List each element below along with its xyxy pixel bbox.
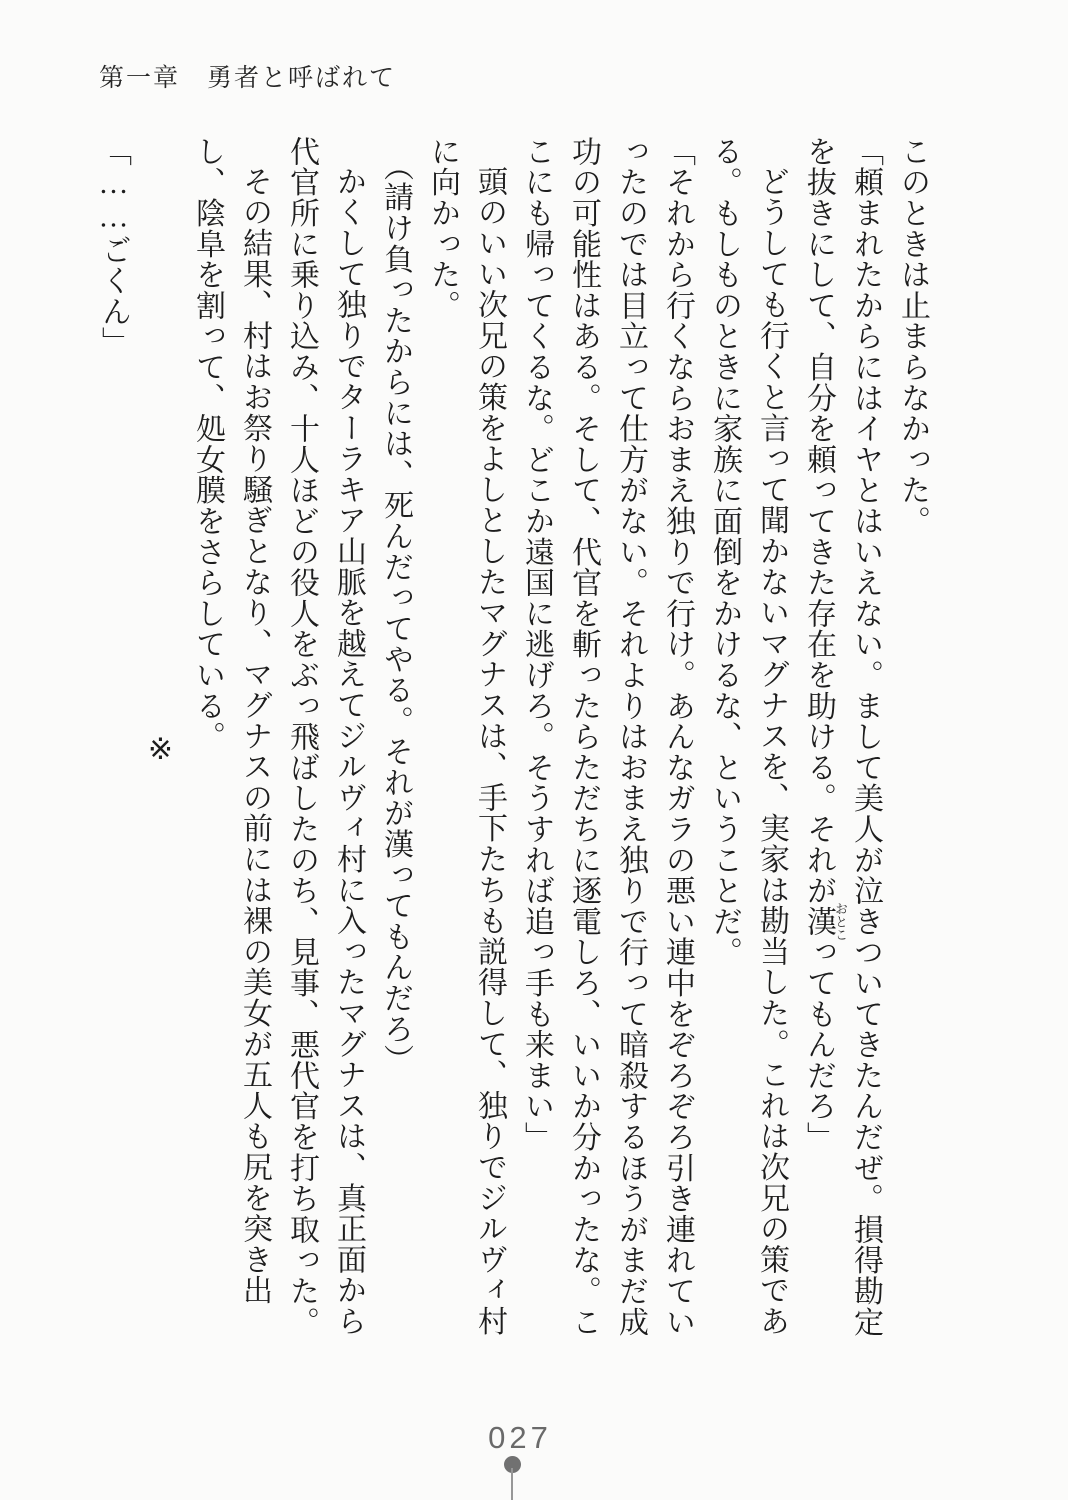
ruby-base: 漢 [802,901,835,941]
body-text [90,136,936,1364]
page-number: 027 [488,1420,552,1455]
paragraph: どうしても行くと言って聞かないマグナスを、実家は勘当した。これは次兄の策である。もしものときに家族に面倒をかけるな、ということだ。 [708,136,788,1337]
scene-break-mark: ※ [144,732,177,768]
paragraph: かくして独りでターラキア山脈を越えてジルヴィ村に入ったマグナスは、真正面から代官所に乗り込み、十人ほどの役人をぶっ飛ばしたのち、見事、悪代官を打ち取った。 [285,136,365,1338]
dialogue-text-before-ruby: 「頼まれたからにはイヤとはいえない。まして美人が泣きついてきたんだぜ。損得勘定を抜きにして、自分を頼ってきた存在を助ける。それが [802,136,882,1338]
paragraph-dialogue [795,136,889,1364]
paragraph-dialogue: 「それから行くならおまえ独りで行け。あんなガラの悪い連中をぞろぞろ引き連れていったのでは目立って仕方がない。それよりはおまえ独りで行って暗殺するほうがまだ成功の可能性はある。そして、代官を斬ったらただちに逐電しろ、いいか分かったな。ここにも帰ってくるな。どこか遠国に逃げろ。そうすれば追っ手も来まい」 [520,136,694,1338]
paragraph: その結果、村はお祭り騒ぎとなり、マグナスの前には裸の美女が五人も尻を突き出し、陰阜を割って、処女膜をさらしている。 [191,136,271,1306]
footer-line-ornament [511,1468,513,1500]
ruby-otoko [802,901,848,941]
chapter-header: 第一章 勇者と呼ばれて [99,65,397,92]
dialogue-text-after-ruby: ってもんだろ」 [802,936,835,1153]
paragraph-thought: （請け負ったからには、死んだってやる。それが漢ってもんだろ） [379,151,412,1075]
ruby-furigana: おとこ [833,901,848,941]
paragraph-dialogue: 「……ごくん」 [97,136,130,358]
paragraph: 頭のいい次兄の策をよしとしたマグナスは、手下たちも説得して、独りでジルヴィ村に向かった。 [426,136,506,1337]
paragraph: このときは止まらなかった。 [896,136,929,537]
